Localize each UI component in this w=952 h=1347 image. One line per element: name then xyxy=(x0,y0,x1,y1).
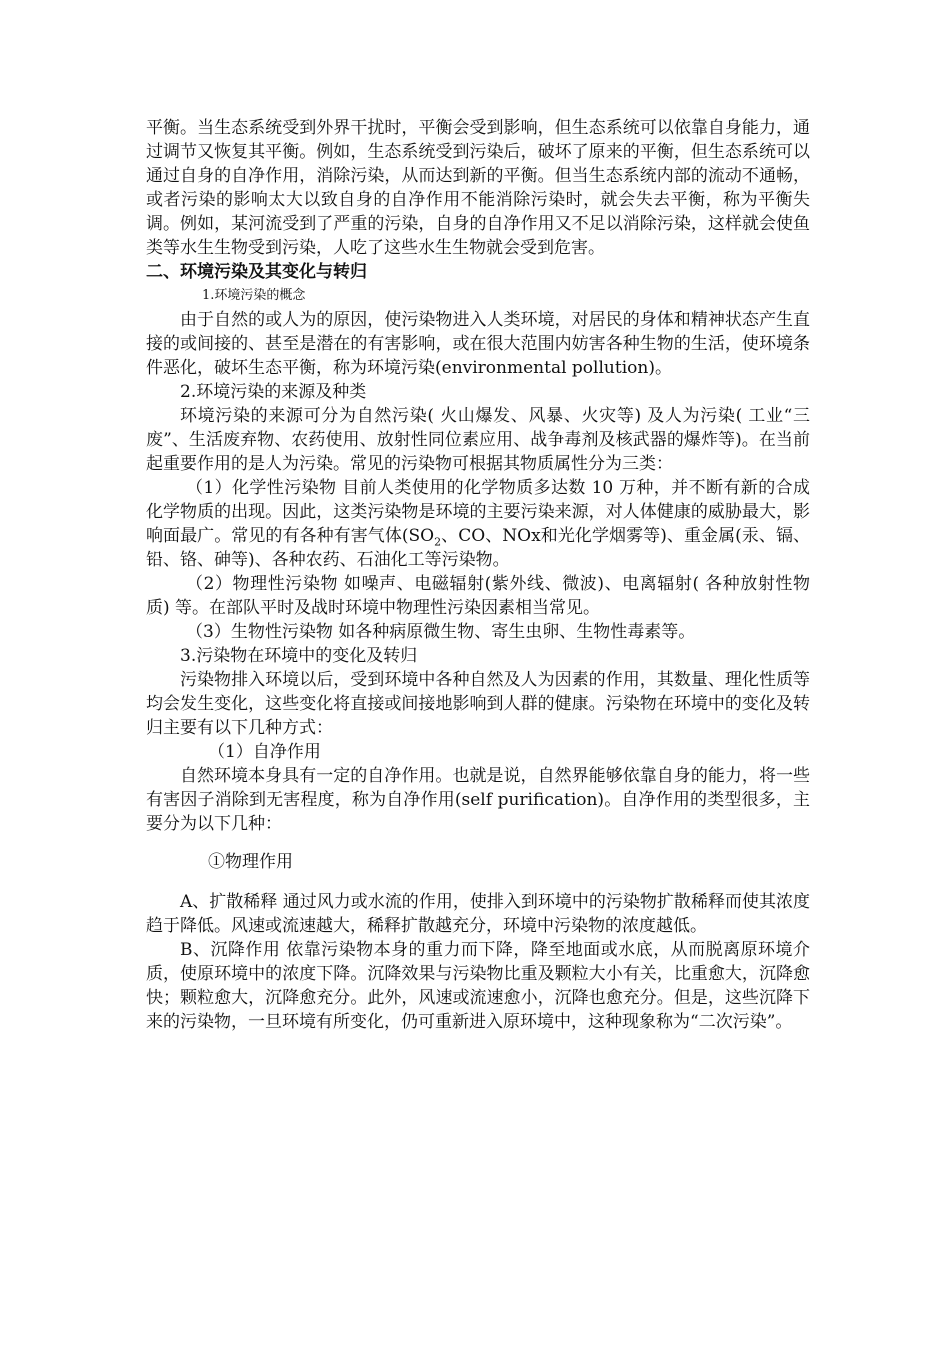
chemical-text-a: （1）化学性污染物 目前人类使用的化学物质多达数 10 万种，并不断有新的合成化学物质的出现。因此，这类污染物是环境的主要污染来源，对人体健康的威胁最大，影响面最广。常见的有各种有害气体(SO xyxy=(146,478,810,546)
subheading-physical-action: ①物理作用 xyxy=(208,852,293,872)
section-heading: 二、环境污染及其变化与转归 xyxy=(146,262,367,282)
paragraph-concept: 由于自然的或人为的原因，使污染物进入人类环境，对居民的身体和精神状态产生直接的或间接的、甚至是潜在的有害影响，或在很大范围内妨害各种生物的生活，使环境条件恶化，破坏生态平衡，称为环境污染(environmental pollution)。 xyxy=(146,310,810,378)
subheading-concept: 1.环境污染的概念 xyxy=(202,288,306,303)
paragraph-sources: 环境污染的来源可分为自然污染( 火山爆发、风暴、火灾等) 及人为污染( 工业“三废”、生活废弃物、农药使用、放射性同位素应用、战争毒剂及核武器的爆炸等)。在当前起重要作用的是人为污染。常见的污染物可根据其物质属性分为三类： xyxy=(146,406,810,474)
so2-subscript: 2 xyxy=(434,535,442,549)
paragraph-physical: （2）物理性污染物 如噪声、电磁辐射(紫外线、微波)、电离辐射( 各种放射性物质) 等。在部队平时及战时环境中物理性污染因素相当常见。 xyxy=(146,574,810,618)
chemical-text-b: 、CO、NOx和光化学烟雾等)、重金属(汞、镉、铅、铬、砷等)、各种农药、石油化工等污染物。 xyxy=(146,526,810,570)
paragraph-diffusion: A、扩散稀释 通过风力或水流的作用，使排入到环境中的污染物扩散稀释而使其浓度趋于降低。风速或流速越大，稀释扩散越充分，环境中污染物的浓度越低。 xyxy=(146,892,810,936)
paragraph-sedimentation: B、沉降作用 依靠污染物本身的重力而下降，降至地面或水底，从而脱离原环境介质，使原环境中的浓度下降。沉降效果与污染物比重及颗粒大小有关，比重愈大，沉降愈快；颗粒愈大，沉降愈充分。此外，风速或流速愈小，沉降也愈充分。但是，这些沉降下来的污染物，一旦环境有所变化，仍可重新进入原环境中，这种现象称为“二次污染”。 xyxy=(146,940,810,1032)
subheading-transformation: 3.污染物在环境中的变化及转归 xyxy=(180,646,418,666)
paragraph-self-purification: 自然环境本身具有一定的自净作用。也就是说，自然界能够依靠自身的能力，将一些有害因子消除到无害程度，称为自净作用(self purification)。自净作用的类型很多，主要分为以下几种： xyxy=(146,766,810,834)
paragraph-chemical xyxy=(146,476,810,572)
subheading-self-purification: （1）自净作用 xyxy=(208,742,321,762)
paragraph-balance: 平衡。当生态系统受到外界干扰时，平衡会受到影响，但生态系统可以依靠自身能力，通过调节又恢复其平衡。例如，生态系统受到污染后，破坏了原来的平衡，但生态系统可以通过自身的自净作用，消除污染，从而达到新的平衡。但当生态系统内部的流动不通畅，或者污染的影响太大以致自身的自净作用不能消除污染时，就会失去平衡，称为平衡失调。例如，某河流受到了严重的污染，自身的自净作用又不足以消除污染，这样就会使鱼类等水生生物受到污染，人吃了这些水生生物就会受到危害。 xyxy=(146,118,810,258)
subheading-sources: 2.环境污染的来源及种类 xyxy=(180,382,367,402)
paragraph-transformation: 污染物排入环境以后，受到环境中各种自然及人为因素的作用，其数量、理化性质等均会发生变化，这些变化将直接或间接地影响到人群的健康。污染物在环境中的变化及转归主要有以下几种方式： xyxy=(146,670,810,738)
document-page xyxy=(146,116,810,1034)
paragraph-biological: （3）生物性污染物 如各种病原微生物、寄生虫卵、生物性毒素等。 xyxy=(186,622,696,642)
